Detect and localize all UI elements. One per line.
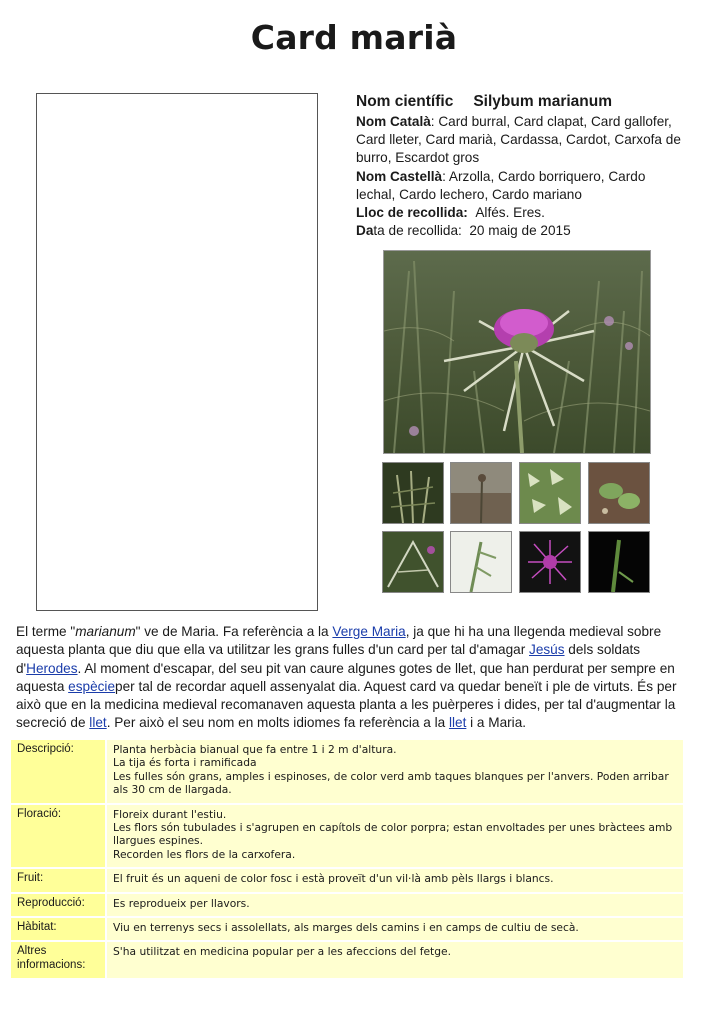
- link-jesus[interactable]: Jesús: [529, 642, 565, 658]
- description-label: Descripció:: [11, 740, 107, 803]
- description-line: La tija és forta i ramificada: [113, 756, 257, 770]
- thumbnail-plant-habit[interactable]: [382, 462, 444, 524]
- other-info-label-line: Altres: [17, 945, 47, 958]
- catalan-name-label: Nom Català: [356, 114, 431, 129]
- collection-place-value: Alfés. Eres.: [475, 205, 545, 221]
- empty-image-frame: [36, 93, 318, 611]
- intro-text: per tal de recordar aquell assenyalat dia. Aquest card va quedar beneït i ple de virtuts. És per això que en la medicina medieval recomanaven aquesta planta a les puèrperes i dides, per tal d'augmentar la secreció de: [16, 678, 677, 731]
- link-herodes[interactable]: Herodes: [26, 660, 78, 676]
- intro-text: , ja que hi ha una llegenda medieval sobre aquesta planta que diu que ella va utilitzar les grans fulles d'un card per tal d'amagar: [16, 624, 662, 658]
- link-especie[interactable]: espècie: [68, 678, 116, 694]
- table-row: [11, 894, 683, 916]
- plant-details-table: [11, 738, 683, 980]
- thumbnail-field[interactable]: [450, 462, 512, 524]
- thumbnail-bract[interactable]: [588, 531, 650, 593]
- flowering-label: Floració:: [11, 805, 107, 868]
- table-row: [11, 942, 683, 978]
- other-info-label-line: informacions:: [17, 958, 86, 971]
- collection-date-value: 20 maig de 2015: [469, 223, 571, 239]
- reproduction-label: Reproducció:: [11, 894, 107, 916]
- spanish-name-label: Nom Castellà: [356, 168, 443, 184]
- description-line: Planta herbàcia bianual que fa entre 1 i 2 m d'altura.: [113, 743, 397, 756]
- thumbnail-flower-head[interactable]: [519, 531, 581, 593]
- collection-place-row: [356, 204, 686, 222]
- link-llet[interactable]: llet: [89, 715, 107, 731]
- etymology-paragraph: [16, 623, 696, 733]
- catalan-name-value: : Card burral, Card clapat, Card gallofer, Card lleter, Card marià, Cardassa, Cardot, Carxofa de burro, Escardot gros: [356, 114, 681, 166]
- main-plant-photo: [383, 250, 651, 454]
- thumbnail-leaves[interactable]: [519, 462, 581, 524]
- intro-text: " ve de Maria. Fa referència a la: [135, 624, 333, 639]
- other-info-value: S'ha utilitzat en medicina popular per a les afeccions del fetge.: [107, 942, 683, 978]
- link-llet-2[interactable]: llet: [448, 715, 467, 731]
- intro-text: El terme ": [16, 624, 76, 639]
- table-row: [11, 805, 683, 868]
- table-row: [11, 869, 683, 891]
- collection-date-label-bold: Da: [356, 223, 374, 239]
- thumbnail-stem[interactable]: [450, 531, 512, 593]
- scientific-name-value: Silybum marianum: [473, 93, 613, 110]
- other-info-label: [11, 942, 107, 978]
- table-row: [11, 918, 683, 940]
- link-verge-maria[interactable]: Verge Maria: [332, 624, 406, 639]
- reproduction-value: Es reprodueix per llavors.: [107, 894, 683, 916]
- flowering-value: [107, 805, 683, 868]
- fruit-label: Fruit:: [11, 869, 107, 891]
- description-line: Les fulles són grans, amples i espinoses, de color verd amb taques blanques per l'anvers. Poden arribar als 30 cm de llargada.: [113, 769, 669, 797]
- scientific-name-label: Nom científic: [356, 93, 454, 110]
- flowering-line: Les flors són tubulades i s'agrupen en capítols de color porpra; estan envoltades per unes bràctees amb llargues espines.: [113, 821, 673, 848]
- table-row: [11, 740, 683, 803]
- plant-info-block: [356, 91, 686, 240]
- collection-date-label: ta de recollida:: [373, 223, 462, 239]
- intro-text: . Al moment d'escapar, del seu pit van caure algunes gotes de llet, que han perdurat per sempre en aquesta: [16, 660, 675, 694]
- spanish-name-row: [356, 168, 686, 204]
- intro-text: . Per això el seu nom en molts idiomes fa referència a la: [106, 715, 449, 731]
- thumbnail-seedling[interactable]: [588, 462, 650, 524]
- scientific-name-row: [356, 91, 686, 112]
- collection-date-row: [356, 222, 686, 240]
- catalan-name-row: [356, 113, 686, 168]
- spanish-name-value: : Arzolla, Cardo borriquero, Cardo lechal, Cardo lechero, Cardo mariano: [356, 168, 646, 202]
- intro-text: dels soldats d': [16, 642, 641, 676]
- flowering-line: Recorden les flors de la carxofera.: [113, 847, 296, 861]
- intro-emphasis: marianum: [75, 624, 136, 639]
- intro-text: i a Maria.: [466, 715, 527, 731]
- description-value: [107, 740, 683, 803]
- collection-place-label: Lloc de recollida:: [356, 205, 468, 221]
- habitat-value: Viu en terrenys secs i assolellats, als marges dels camins i en camps de cultiu de secà.: [107, 918, 683, 940]
- page-title: Card marià: [250, 18, 458, 57]
- thumbnail-spiny-leaves[interactable]: [382, 531, 444, 593]
- fruit-value: El fruit és un aqueni de color fosc i està proveït d'un vil·là amb pèls llargs i blancs.: [107, 869, 683, 891]
- flowering-line: Floreix durant l'estiu.: [113, 807, 227, 821]
- habitat-label: Hàbitat:: [11, 918, 107, 940]
